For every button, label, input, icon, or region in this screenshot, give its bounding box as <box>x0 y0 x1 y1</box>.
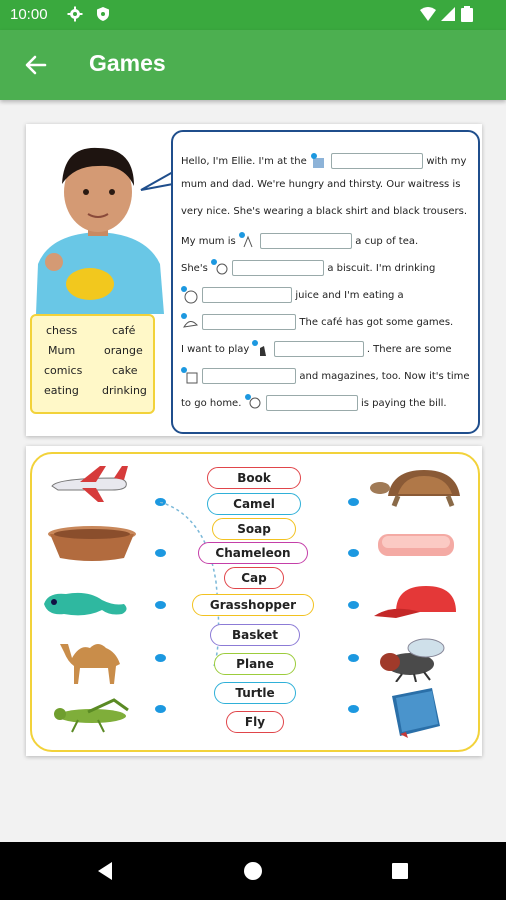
story-line: mum and dad. We're hungry and thirsty. Our waitress is <box>181 179 461 190</box>
back-button[interactable] <box>18 47 54 83</box>
word-bank-item: eating <box>44 384 79 397</box>
status-time: 10:00 <box>10 6 48 23</box>
word-oval[interactable]: Book <box>207 467 301 489</box>
nav-home-button[interactable] <box>238 856 268 886</box>
wifi-icon <box>420 6 436 22</box>
story-text: My mum is <box>181 236 236 247</box>
answer-blank-7[interactable] <box>202 368 296 384</box>
battery-icon <box>461 6 473 22</box>
settings-icon <box>67 6 83 22</box>
word-oval[interactable]: Fly <box>226 711 284 733</box>
basket-picture[interactable] <box>46 524 138 562</box>
speech-bubble-tail <box>140 170 174 192</box>
shield-icon <box>95 6 111 22</box>
word-oval[interactable]: Plane <box>214 653 296 675</box>
plane-picture[interactable] <box>48 460 130 506</box>
answer-blank-4[interactable] <box>202 287 292 303</box>
comics-icon <box>181 367 199 385</box>
word-bank-item: orange <box>104 344 143 357</box>
word-bank-item: comics <box>44 364 83 377</box>
cap-picture[interactable] <box>372 582 462 622</box>
story-line: very nice. She's wearing a black shirt and black trousers. <box>181 206 468 217</box>
story-text: with my <box>426 156 467 167</box>
word-oval[interactable]: Camel <box>207 493 301 515</box>
match-dot-right-2[interactable] <box>348 549 359 557</box>
story-text-bubble <box>171 130 480 434</box>
story-line <box>181 152 466 170</box>
story-line <box>181 286 404 304</box>
story-line <box>181 259 435 277</box>
word-bank-item: Mum <box>48 344 76 357</box>
exercise-card-matching <box>26 446 482 756</box>
answer-blank-1[interactable] <box>331 153 423 169</box>
chameleon-picture[interactable] <box>40 586 132 622</box>
match-dot-left-5[interactable] <box>155 705 166 713</box>
word-bank-item: chess <box>46 324 78 337</box>
answer-blank-5[interactable] <box>202 314 296 330</box>
orange-icon <box>181 286 199 304</box>
story-text: . There are some <box>366 344 452 355</box>
story-text: a cup of tea. <box>355 236 419 247</box>
word-oval[interactable]: Basket <box>210 624 300 646</box>
book-picture[interactable] <box>386 686 446 738</box>
story-line <box>181 313 453 331</box>
match-dot-right-3[interactable] <box>348 601 359 609</box>
story-text: The café has got some games. <box>299 317 454 328</box>
word-oval[interactable]: Chameleon <box>198 542 308 564</box>
word-bank-item: drinking <box>102 384 147 397</box>
word-bank <box>30 314 155 414</box>
story-line <box>181 340 452 358</box>
answer-blank-2[interactable] <box>260 233 352 249</box>
fly-picture[interactable] <box>372 634 460 682</box>
story-text: juice and I'm eating a <box>295 290 404 301</box>
story-line <box>181 232 418 250</box>
word-bank-item: café <box>112 324 136 337</box>
page-title: Games <box>89 50 166 76</box>
nav-recents-button[interactable] <box>385 856 415 886</box>
answer-blank-6[interactable] <box>274 341 364 357</box>
story-line <box>181 367 470 385</box>
story-text: and magazines, too. Now it's time <box>299 371 470 382</box>
word-oval[interactable]: Turtle <box>214 682 296 704</box>
girl-photo <box>30 136 166 314</box>
answer-blank-3[interactable] <box>232 260 324 276</box>
square-recents-icon <box>391 862 409 880</box>
status-bar <box>0 0 506 30</box>
match-dot-right-4[interactable] <box>348 654 359 662</box>
story-text: a biscuit. I'm drinking <box>327 263 436 274</box>
circle-home-icon <box>243 861 263 881</box>
soap-picture[interactable] <box>374 528 458 562</box>
story-text: She's <box>181 263 208 274</box>
app-bar <box>0 30 506 100</box>
navigation-bar <box>0 842 506 900</box>
answer-blank-8[interactable] <box>266 395 358 411</box>
back-arrow-icon <box>25 54 47 76</box>
drinking-icon <box>239 232 257 250</box>
story-text: I want to play <box>181 344 250 355</box>
chess-icon <box>252 340 270 358</box>
cafe-icon <box>310 152 328 170</box>
word-oval[interactable]: Grasshopper <box>192 594 314 616</box>
grasshopper-picture[interactable] <box>48 698 136 734</box>
word-oval[interactable]: Soap <box>212 518 296 540</box>
signal-icon <box>440 6 456 22</box>
camel-picture[interactable] <box>50 634 136 686</box>
eating-icon <box>211 259 229 277</box>
mum-icon <box>245 394 263 412</box>
nav-back-button[interactable] <box>90 856 120 886</box>
word-bank-item: cake <box>112 364 138 377</box>
story-text: Hello, I'm Ellie. I'm at the <box>181 156 307 167</box>
triangle-back-icon <box>96 861 114 881</box>
story-line <box>181 394 447 412</box>
exercise-card-reading <box>26 124 482 436</box>
turtle-picture[interactable] <box>368 466 466 508</box>
match-dot-right-1[interactable] <box>348 498 359 506</box>
match-dot-right-5[interactable] <box>348 705 359 713</box>
story-text: is paying the bill. <box>360 398 447 409</box>
cake-icon <box>181 313 199 331</box>
story-text: to go home. <box>181 398 242 409</box>
word-oval[interactable]: Cap <box>224 567 284 589</box>
